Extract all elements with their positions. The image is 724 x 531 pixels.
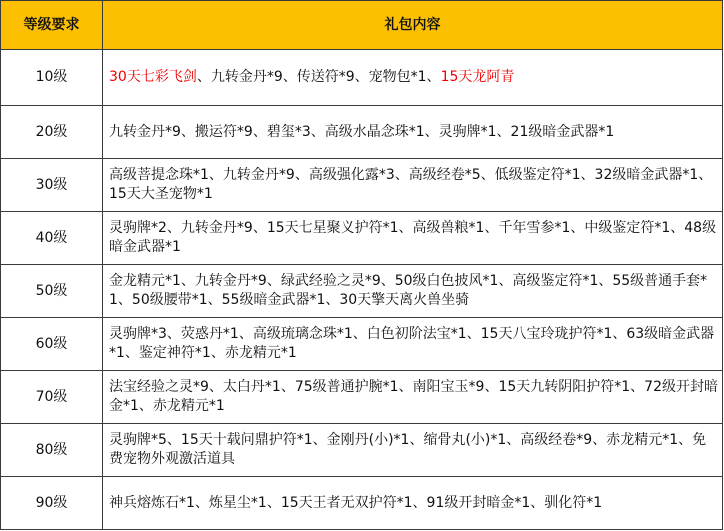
level-cell: 60级 (1, 318, 103, 371)
content-text: 法宝经验之灵*9、太白丹*1、75级普通护腕*1、南阳宝玉*9、15天九转阴阳护符*1、72级开封暗金*1、赤龙精元*1 (109, 379, 718, 414)
content-cell (103, 159, 723, 212)
level-cell: 20级 (1, 106, 103, 159)
level-cell: 50级 (1, 265, 103, 318)
content-cell (103, 371, 723, 424)
level-cell: 10级 (1, 50, 103, 106)
content-text: 高级菩提念珠*1、九转金丹*9、高级强化露*3、高级经卷*5、低级鉴定符*1、32级暗金武器*1、15天大圣宠物*1 (109, 167, 713, 202)
table-row (1, 159, 723, 212)
content-text: 神兵熔炼石*1、炼星尘*1、15天王者无双护符*1、91级开封暗金*1、驯化符*1 (109, 494, 603, 511)
content-cell (103, 265, 723, 318)
header-level: 等级要求 (1, 1, 103, 50)
table-row (1, 371, 723, 424)
level-cell: 40级 (1, 212, 103, 265)
content-cell (103, 424, 723, 477)
table-row (1, 50, 723, 106)
table-row (1, 424, 723, 477)
level-cell: 80级 (1, 424, 103, 477)
content-text: 金龙精元*1、九转金丹*9、绿武经验之灵*9、50级白色披风*1、高级鉴定符*1、55级普通手套*1、50级腰带*1、55级暗金武器*1、30天擎天离火兽坐骑 (109, 273, 708, 308)
content-cell (103, 50, 723, 106)
table-row (1, 477, 723, 530)
header-content: 礼包内容 (103, 1, 723, 50)
table-row (1, 106, 723, 159)
highlight-text: 30天七彩飞剑 (109, 69, 197, 85)
content-cell (103, 106, 723, 159)
level-cell: 30级 (1, 159, 103, 212)
content-cell (103, 477, 723, 530)
content-cell (103, 318, 723, 371)
table-row (1, 265, 723, 318)
content-text: 灵驹牌*5、15天十载问鼎护符*1、金刚丹(小)*1、缩骨丸(小)*1、高级经卷*9、赤龙精元*1、免费宠物外观激活道具 (109, 432, 707, 467)
highlight-text: 15天龙阿青 (440, 69, 515, 85)
table-row (1, 212, 723, 265)
content-text: 灵驹牌*3、荧惑丹*1、高级琉璃念珠*1、白色初阶法宝*1、15天八宝玲珑护符*1、63级暗金武器*1、鉴定神符*1、赤龙精元*1 (109, 326, 715, 361)
content-text: 九转金丹*9、搬运符*9、碧玺*3、高级水晶念珠*1、灵驹牌*1、21级暗金武器*1 (109, 123, 615, 140)
content-cell (103, 212, 723, 265)
level-cell: 70级 (1, 371, 103, 424)
content-text: 、九转金丹*9、传送符*9、宠物包*1、 (196, 69, 441, 85)
header-row (1, 1, 723, 50)
table-row (1, 318, 723, 371)
level-cell: 90级 (1, 477, 103, 530)
content-text: 灵驹牌*2、九转金丹*9、15天七星聚义护符*1、高级兽粮*1、千年雪参*1、中级鉴定符*1、48级暗金武器*1 (109, 220, 717, 255)
